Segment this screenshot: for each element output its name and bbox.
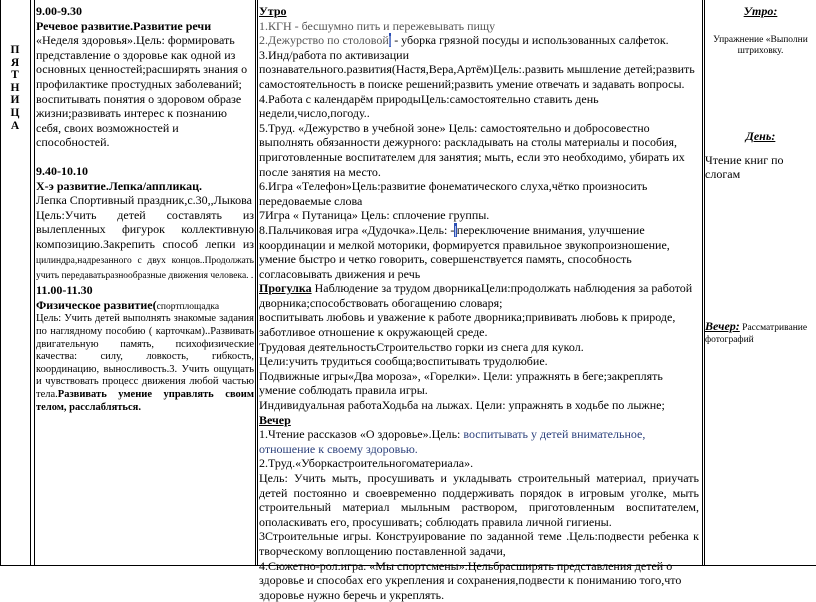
activity-item: 2.Дежурство по столовой| - уборка грязной посуды и использованных салфеток. — [259, 33, 669, 48]
evening-item: 1.Чтение рассказов «О здоровье».Цель: воспитывать у детей внимательное, отношение к своему здоровью. — [259, 427, 646, 456]
evening-item: Цель: Учить мыть, просушивать и укладывать строительный материал, приучать детей постоянно и своевременно поддерживать порядок в игровым уголке, мыть строительный материал мыльным раствором, приготовленным воспитателем, ополаскивать его, просушивать; соблюдать правила личной гигиены. — [259, 471, 699, 529]
walk-section: Прогулка Наблюдение за трудом дворникаЦели:продолжать наблюдения за работой дворника;способствовать обогащению словаря; — [259, 281, 693, 310]
day-letter: Я — [10, 56, 20, 69]
day-letter: П — [10, 44, 20, 56]
lesson-time: 9.40-10.10 — [36, 163, 88, 178]
activity-item: 8.Пальчиковая игра «Дудочка».Цель: -|переключение внимания, улучшение координации и мелкой моторики, формируется правильное звукопроизношение, умение быстро и четко говорить, совершенствуется память, способность согласовывать движения и речь — [259, 222, 670, 281]
lesson-time: 11.00-11.30 — [36, 283, 93, 298]
border-col3-left — [255, 0, 256, 566]
activities-column — [259, 4, 699, 602]
lesson-title: Физическое развитие(спортплощадка — [36, 297, 220, 312]
activity-item: 4.Работа с календарём природыЦель:самостоятельно ставить день недели,число,погоду.. — [259, 91, 599, 121]
activity-item: 7Игра « Путаница» Цель: сплочение группы. — [259, 208, 490, 223]
lesson-title: Речевое развитие.Развитие речи — [36, 18, 212, 33]
activity-item: 5.Труд. «Дежурство в учебной зоне» Цель: самостоятельно и добросовестно выполнять обязанности дежурного: раскладывать на столы материалы и пособия, приготовленные воспитателем для занятия; мыть, если это необходимо, убирать их после занятия на место. — [259, 120, 685, 179]
lesson-text: Цель: Учить детей выполнять знакомые задания по наглядному пособию ( карточкам)..Развивать двигательную память, психофизические качества: силу, ловкость, гибкость, координацию, выносливость.3. Учить ощущать и чувствовать процесс движения любой частью тела.Развивать умение управлять своим телом, расслабляться. — [36, 313, 254, 413]
day-letter: И — [10, 94, 20, 107]
activity-item: 1.КГН - бесшумно пить и пережевывать пищу — [259, 18, 496, 33]
evening-text: Вечер: Рассматривание фотографий — [705, 318, 808, 345]
lesson-text: Цель:Учить детей составлять из вылепленных фигурок коллективную композицию.Закрепить способ лепки из цилиндра,надрезанного с двух концов..Продолжать учить передаватьразнообразные движения человека. . — [36, 207, 254, 282]
day-letter: Н — [10, 81, 20, 94]
walk-item: воспитывать любовь и уважение к работе дворника;прививать любовь к природе, заботливое отношение к окружающей среде. — [259, 310, 676, 340]
section-heading-evening: Вечер — [259, 412, 291, 427]
day-letter: Т — [11, 69, 19, 82]
section-heading-morning: Утро: — [743, 4, 778, 18]
activity-item: 3.Инд/работа по активизации познавательного.развития(Настя,Вера,Артём)Цель:.развить мышление детей;развить самостоятельность в поиске решений;развить умение отвечать и задавать вопросы. — [259, 47, 695, 91]
day-of-week — [0, 0, 30, 132]
walk-item: Индивидуальная работаХодьба на лыжах. Цели: упражнять в ходьбе по лыжне; — [259, 398, 665, 413]
day-letter: Ц — [10, 106, 20, 119]
evening-item: 2.Труд.«Уборкастроительногоматериала». — [259, 456, 474, 471]
lessons-column — [36, 4, 254, 414]
border-col3-left2 — [257, 0, 258, 566]
morning-text: Упражнение «Выполни штриховку. — [713, 34, 808, 57]
lesson-text: Лепка Спортивный праздник,с.30,,Лыкова — [36, 193, 252, 208]
walk-item: Цели:учить трудиться сообща;воспитывать трудолюбие. — [259, 354, 548, 369]
border-col2-left — [34, 0, 35, 566]
border-day — [30, 0, 31, 566]
walk-item: Подвижные игры«Два мороза», «Горелки». Цели: упражнять в беге;закреплять умение соблюдать правила игры. — [259, 368, 663, 398]
activity-item: 6.Игра «Телефон»Цель:развитие фонематического слуха,чётко произносить передоваемые слова — [259, 179, 648, 208]
section-heading-morning: Утро — [259, 4, 287, 18]
lesson-text: «Неделя здоровья».Цель: формировать представление о здоровье как одной из основных ценностей;расширять знания о профилактике простудных заболеваний; воспитывать понятия о здоровом образе жизни;развивать интерес к познанию себя, своих возможностей и способностей. — [36, 33, 248, 150]
day-text: Чтение книг по слогам — [705, 152, 784, 182]
evening-item: 4.Сюжетно-рол.игра. «Мы спортсмены».Цельбрасширять представления детей о здоровье и способах его укрепления и сохранения,подвести к пониманию того,что здоровье нужно беречь и укреплять. — [259, 558, 682, 602]
day-letter: А — [10, 119, 20, 132]
evening-item: 3Строительные игры. Конструирование по заданной теме .Цель:подвести ребенка к творческому воплощению поставленной задачи, — [259, 529, 699, 558]
section-heading-day: День: — [745, 129, 776, 144]
lesson-title: Х-э развитие.Лепка/аппликац. — [36, 178, 203, 193]
individual-work-column — [705, 4, 816, 347]
lesson-time: 9.00-9.30 — [36, 4, 82, 18]
walk-item: Трудовая деятельностьСтроительство горки из снега для кукол. — [259, 339, 584, 354]
border-col4-left — [702, 0, 703, 566]
